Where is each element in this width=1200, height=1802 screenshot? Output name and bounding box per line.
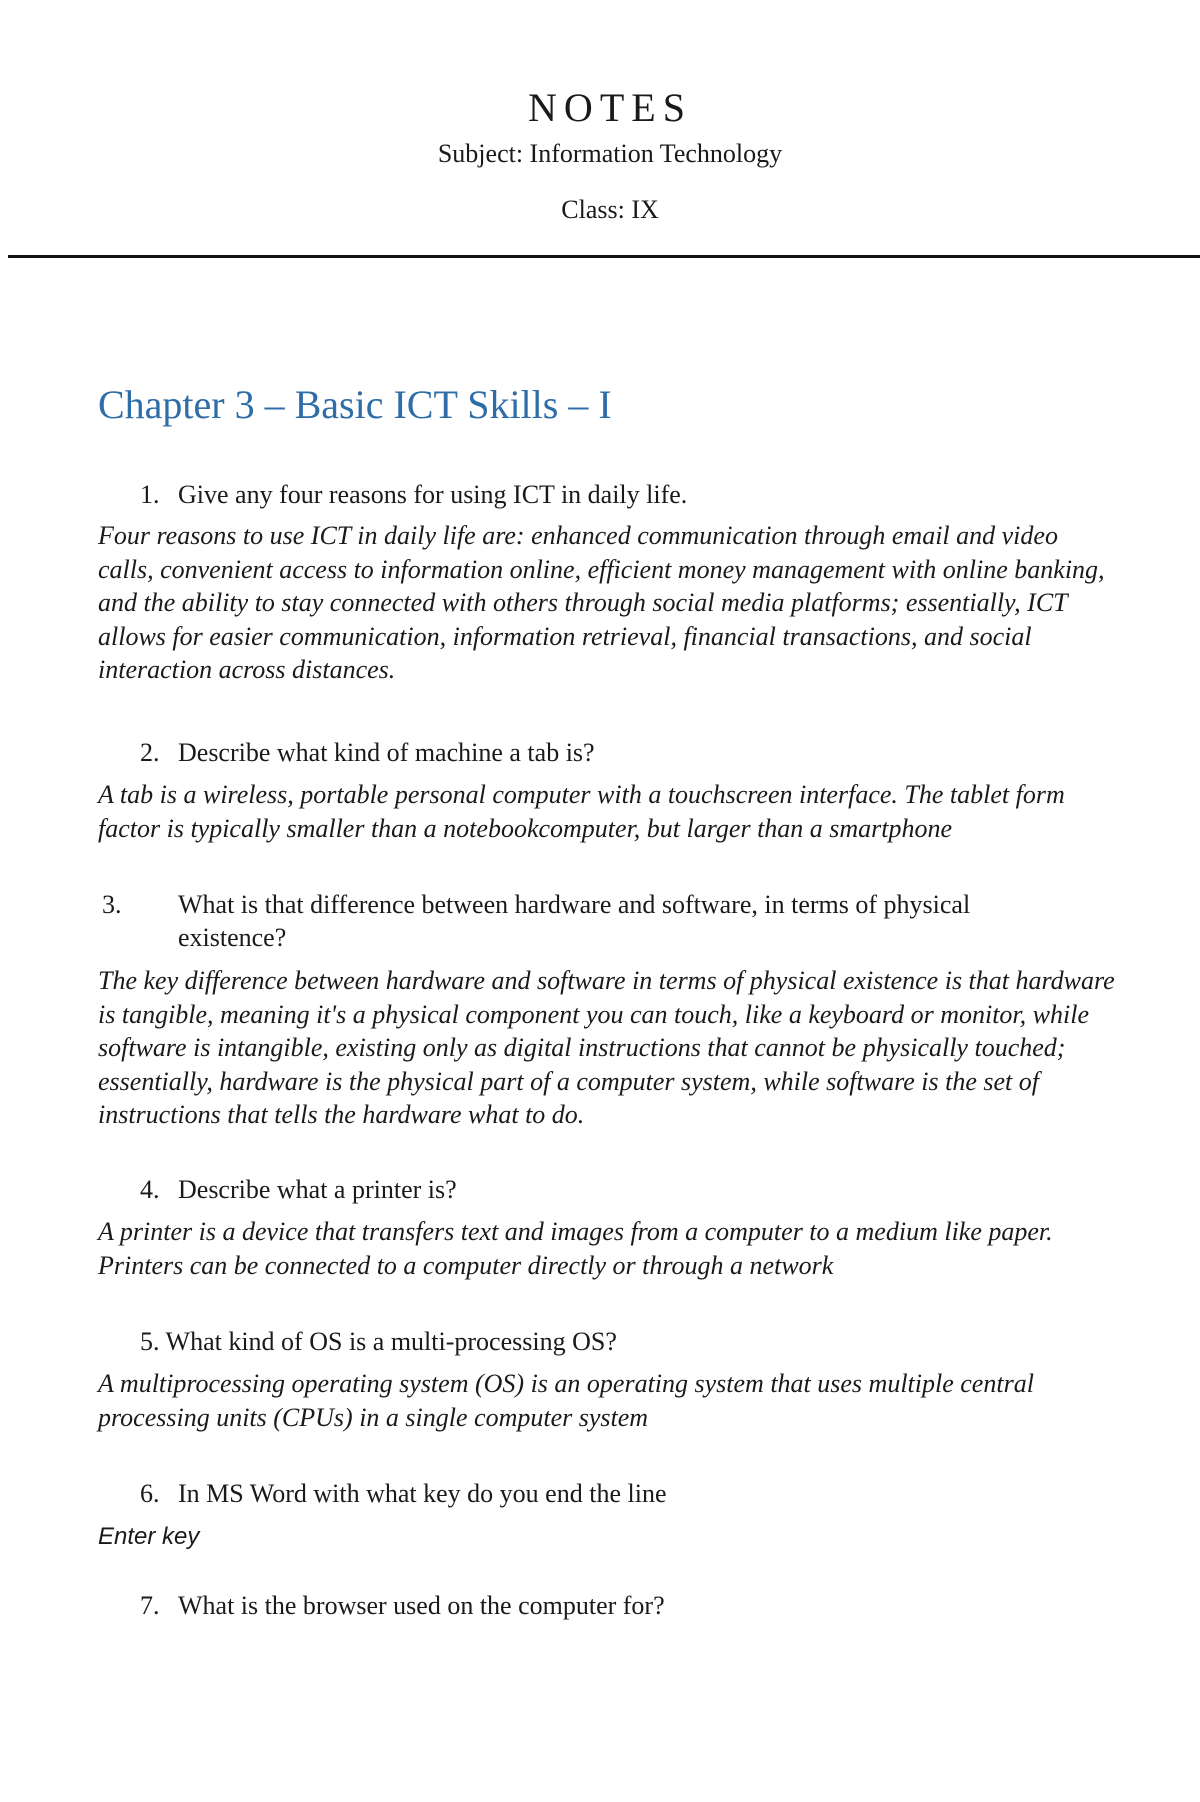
question-number: 6.: [140, 1479, 160, 1508]
question-1: [140, 478, 687, 511]
notes-title: NOTES: [528, 85, 692, 130]
question-5: [140, 1325, 617, 1358]
answer-2: A tab is a wireless, portable personal computer with a touchscreen interface. The tablet form factor is typically smaller than a notebookcomputer, but larger than a smartphone: [98, 780, 1065, 843]
question-text: Describe what a printer is?: [178, 1175, 457, 1204]
answer-4: A printer is a device that transfers text and images from a computer to a medium like paper. Printers can be connected to a computer directly or through a network: [98, 1217, 1053, 1280]
class-line: Class: IX: [561, 195, 659, 224]
question-number: 5.: [140, 1327, 160, 1356]
question-6: [140, 1477, 666, 1510]
answer-6: Enter key: [98, 1523, 200, 1550]
question-number: 4.: [140, 1175, 160, 1204]
question-text: Describe what kind of machine a tab is?: [178, 738, 595, 767]
question-text: In MS Word with what key do you end the line: [178, 1479, 667, 1508]
answer-3: The key difference between hardware and software in terms of physical existence is that hardware is tangible, meaning it's a physical component you can touch, like a keyboard or monitor, while software is intangible, existing only as digital instructions that cannot be physically touched; essentially, hardware is the physical part of a computer system, while software is the set of instructions that tells the hardware what to do.: [98, 966, 1115, 1129]
question-3: [102, 888, 1078, 954]
question-text: What is the browser used on the computer for?: [178, 1591, 665, 1620]
question-2: [140, 736, 595, 769]
question-4: [140, 1173, 457, 1206]
question-number: 3.: [102, 890, 122, 919]
question-7: [140, 1589, 665, 1622]
answer-1: Four reasons to use ICT in daily life are: enhanced communication through email and video calls, convenient access to information online, efficient money management with online banking, and the ability to stay connected with others through social media platforms; essentially, ICT allows for easier communication, information retrieval, financial transactions, and social interaction across distances.: [98, 521, 1105, 684]
chapter-title: Chapter 3 – Basic ICT Skills – I: [98, 382, 612, 427]
question-number: 2.: [140, 738, 160, 767]
question-number: 1.: [140, 480, 160, 509]
subject-line: Subject: Information Technology: [437, 139, 783, 168]
answer-5: A multiprocessing operating system (OS) is an operating system that uses multiple central processing units (CPUs) in a single computer system: [98, 1369, 1034, 1432]
question-text: What kind of OS is a multi-processing OS?: [165, 1327, 617, 1356]
header-divider: [8, 255, 1200, 258]
question-text: What is that difference between hardware and software, in terms of physical existence?: [178, 890, 971, 952]
question-text: Give any four reasons for using ICT in daily life.: [178, 480, 688, 509]
question-number: 7.: [140, 1591, 160, 1620]
